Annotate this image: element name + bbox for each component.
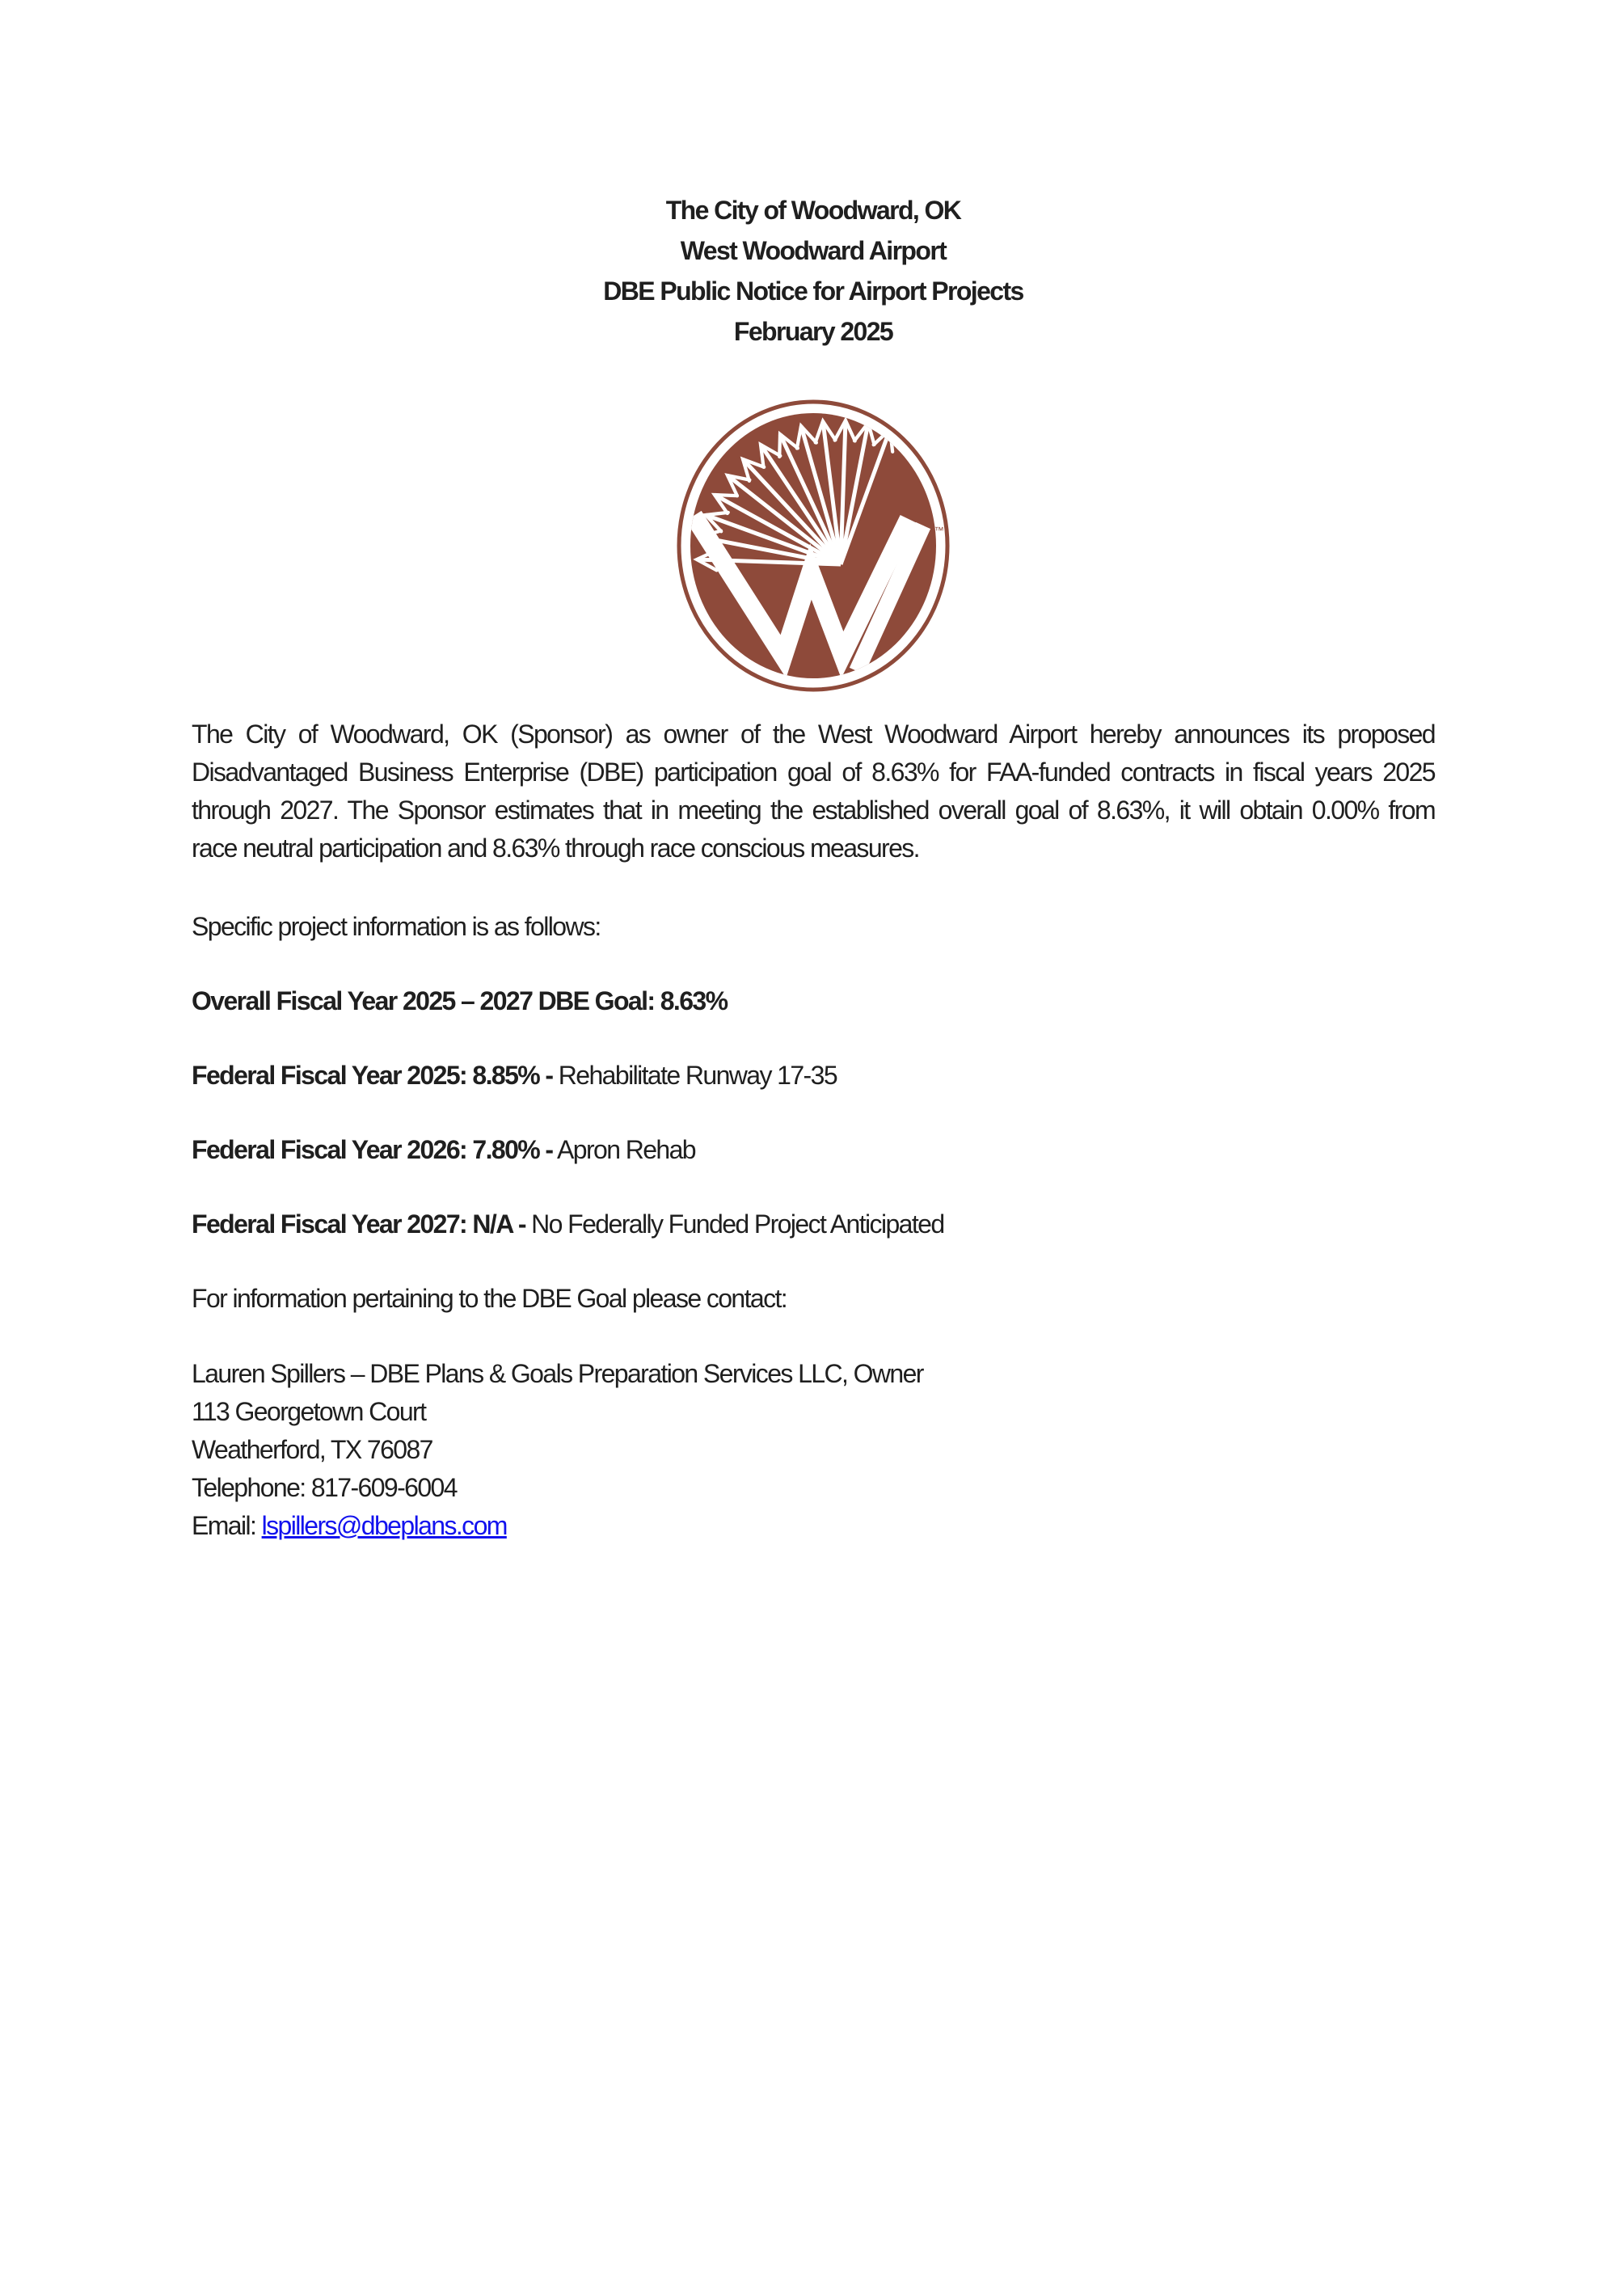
email-link[interactable]: lspillers@dbeplans.com [261,1511,507,1540]
logo-container [192,398,1435,694]
intro-line-4: race neutral participation and 8.63% through race conscious measures. [192,834,919,863]
fiscal-year-2027-bold: Federal Fiscal Year 2027: N/A - [192,1209,525,1239]
fiscal-year-2027-project: No Federally Funded Project Anticipated [525,1209,944,1239]
contact-name-line: Lauren Spillers – DBE Plans & Goals Preparation Services LLC, Owner [192,1359,923,1388]
fiscal-year-2026-line [192,1131,1435,1169]
intro-line-2: Disadvantaged Business Enterprise (DBE) participation goal of 8.63% for FAA-funded contracts in fiscal years 2025 [192,758,1435,787]
fiscal-year-2025-project: Rehabilitate Runway 17-35 [552,1061,837,1090]
contact-block [192,1355,1435,1545]
fiscal-year-2026-project: Apron Rehab [552,1135,695,1164]
fiscal-year-2027-line [192,1205,1435,1243]
fiscal-year-2025-line [192,1057,1435,1095]
contact-telephone-line: Telephone: 817-609-6004 [192,1473,457,1502]
contact-city-line: Weatherford, TX 76087 [192,1435,432,1464]
fiscal-year-2025-bold: Federal Fiscal Year 2025: 8.85% - [192,1061,553,1090]
title-line-notice: DBE Public Notice for Airport Projects [603,276,1023,306]
title-line-date: February 2025 [733,317,893,346]
specific-info-line: Specific project information is as follows: [192,912,601,941]
intro-line-3: through 2027. The Sponsor estimates that in meeting the established overall goal of 8.63%, it will obtain 0.00% from [192,796,1435,825]
title-line-city: The City of Woodward, OK [665,196,961,225]
email-label: Email: [192,1511,262,1540]
contact-email-line [192,1507,1435,1545]
document-title-block [192,190,1435,352]
west-woodward-airport-logo-icon [676,398,951,694]
logo-trademark: ™ [934,525,943,536]
overall-goal-line: Overall Fiscal Year 2025 – 2027 DBE Goal: 8.63% [192,986,728,1015]
contact-street-line: 113 Georgetown Court [192,1397,426,1426]
title-line-airport: West Woodward Airport [680,236,947,265]
intro-line-1: The City of Woodward, OK (Sponsor) as owner of the West Woodward Airport hereby announces its proposed [192,720,1435,749]
contact-intro-line: For information pertaining to the DBE Goal please contact: [192,1284,787,1313]
fiscal-year-2026-bold: Federal Fiscal Year 2026: 7.80% - [192,1135,553,1164]
intro-paragraph [192,715,1435,867]
document-page [0,190,1624,2292]
